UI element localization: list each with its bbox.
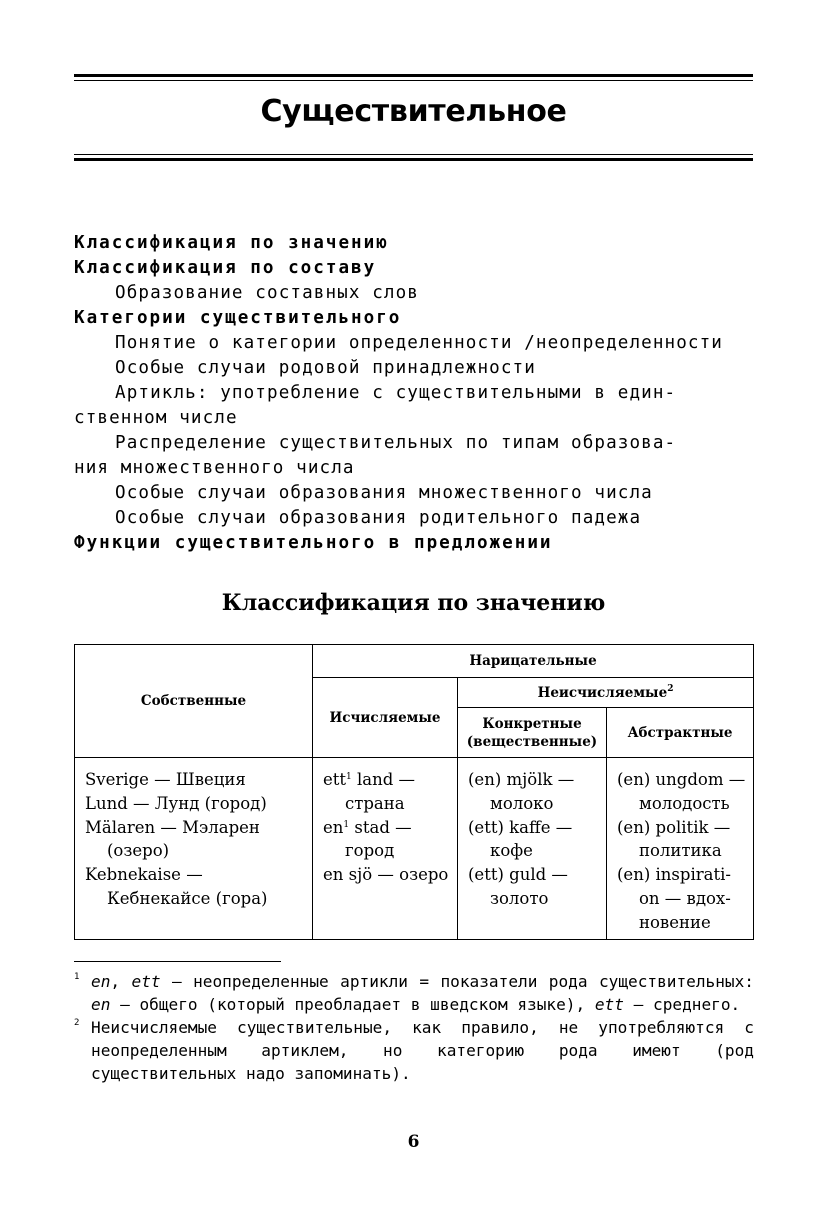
table-entry: (en) ungdom — молодость [617, 770, 746, 813]
toc-subitem: ственном числе [74, 408, 238, 428]
table-entry: (en) inspirati- on — вдох- новение [617, 865, 731, 932]
toc-subitem: Артикль: употребление с существительными в един- [115, 383, 677, 403]
toc-heading: Категории существительного [74, 308, 402, 328]
header-uncountable [458, 678, 754, 708]
page-number: 6 [407, 1132, 420, 1152]
table-entry: Sverige — Швеция [85, 770, 246, 789]
footnote: 1 en, ett — неопределенные артикли = показатели рода существительных: en – общего (который преобладает в шведском языке), ett — среднего. [74, 970, 754, 1016]
table-entry: en sjö — озеро [323, 865, 449, 885]
header-common: Нарицательные [313, 645, 754, 678]
header-uncountable-label: Неисчисляемые [537, 684, 668, 701]
footnote-ref: 1 [346, 772, 352, 782]
footnote-ref: 2 [667, 683, 674, 694]
chapter-title: Существительное [260, 94, 567, 129]
footnote-separator [74, 961, 281, 962]
header-abstract: Абстрактные [607, 708, 754, 758]
header-concrete [458, 708, 607, 758]
bottom-rule-thin [74, 154, 753, 155]
bottom-rule-thick [74, 158, 753, 161]
toc-heading: Классификация по составу [74, 258, 377, 278]
table-entry: $en^1$ stad — город [323, 817, 412, 861]
toc-subitem: ния множественного числа [74, 458, 355, 478]
table-entry: ett$^1$ land — страна [323, 770, 416, 813]
table-entry: Lund — Лунд (город) [85, 793, 267, 813]
header-concrete-line2: (вещественные) [466, 733, 598, 750]
countable-nouns-cell [313, 758, 458, 940]
toc-subitem: Понятие о категории определенности /неопределенности [115, 333, 724, 353]
concrete-nouns-cell [458, 758, 607, 940]
table-entry: Mälaren — Мэларен (озеро) [85, 817, 260, 861]
footnote-number: 2 [74, 1018, 80, 1028]
top-rule-thin [74, 80, 753, 81]
table-entry: Kebnekaise — Кебнекайсе (гора) [85, 865, 268, 908]
toc-subitem: Образование составных слов [115, 283, 420, 303]
table-entry: (ett) guld — золото [468, 865, 568, 908]
footnotes [74, 970, 754, 1085]
section-title: Классификация по значению [221, 590, 606, 616]
toc-subitem: Распределение существительных по типам образова- [115, 433, 677, 453]
toc-subitem: Особые случаи образования родительного падежа [115, 508, 642, 528]
classification-table [74, 644, 754, 940]
footnote-number: 1 [74, 972, 80, 982]
table-entry: (en) mjölk — молоко [468, 770, 575, 813]
abstract-nouns-cell [607, 758, 754, 940]
toc-heading: Классификация по значению [74, 233, 389, 253]
header-countable: Исчисляемые [313, 678, 458, 758]
footnote-ref: 1 [343, 819, 350, 830]
table-entry: (ett) kaffe — кофе [468, 817, 573, 861]
header-concrete-line1: Конкретные [482, 715, 582, 732]
table-entry: (en) politik — политика [617, 817, 731, 861]
table-of-contents [74, 231, 754, 556]
footnote: 2 Неисчисляемые существительные, как правило, не употребляются с неопределенным артиклем, но категорию рода имеют (род существительных надо запоминать). [74, 1016, 754, 1085]
toc-subitem: Особые случаи родовой принадлежности [115, 358, 536, 378]
header-proper: Собственные [75, 645, 313, 758]
top-rule-thick [74, 74, 753, 77]
toc-heading: Функции существительного в предложении [74, 533, 553, 553]
proper-nouns-cell [75, 758, 313, 940]
toc-subitem: Особые случаи образования множественного числа [115, 483, 653, 503]
